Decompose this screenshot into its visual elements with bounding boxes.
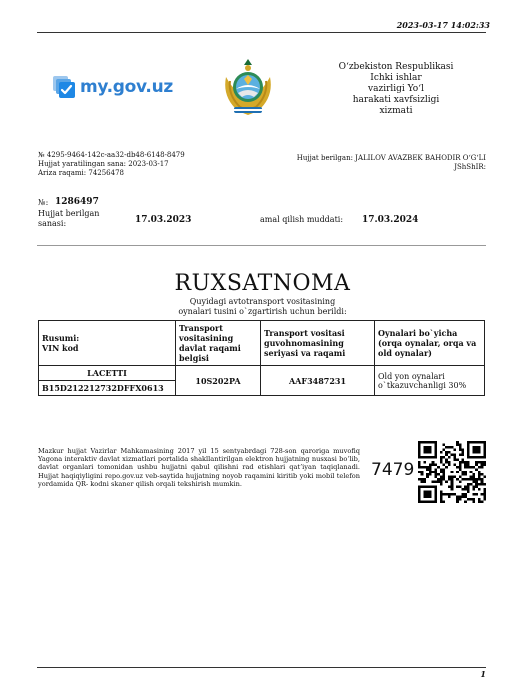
- qr-code-icon: [418, 441, 486, 503]
- section-divider: [37, 245, 486, 246]
- vehicle-certificate: AAF3487231: [261, 366, 375, 396]
- top-divider: [37, 32, 486, 33]
- verification-code: 7479: [371, 460, 415, 480]
- document-subtitle: Quyidagi avtotransport vositasining oynalari tusini o`zgartirish uchun berildi:: [178, 297, 347, 316]
- header-certificate: Transport vositasi guvohnomasining seriyasi va raqami: [261, 321, 375, 366]
- page-number: 1: [480, 669, 486, 679]
- valid-until-label: amal qilish muddati:: [260, 215, 344, 224]
- issue-date: 17.03.2023: [135, 215, 192, 225]
- permit-number: 1286497: [55, 197, 99, 207]
- state-emblem-icon: [216, 55, 280, 119]
- created-date: Hujjat yaratilingan sana: 2023-03-17: [38, 160, 169, 168]
- vehicle-model: LACETTI: [39, 366, 176, 381]
- vehicle-plate: 10S202PA: [176, 366, 261, 396]
- table-row: [39, 366, 485, 381]
- organization-name: O‘zbekiston Respublikasi Ichki ishlar vazirligi Yo‘l harakati xavfsizligi xizmati: [338, 62, 454, 116]
- header-windows: Oynalari bo`yicha (orqa oynalar, orqa va old oynalar): [375, 321, 485, 366]
- window-tint: Old yon oynalari o`tkazuvchanligi 30%: [375, 366, 485, 396]
- table-header-row: [39, 321, 485, 366]
- bottom-divider: [37, 667, 486, 668]
- issue-date-label: Hujjat berilgan sanasi:: [38, 209, 100, 228]
- header-plate: Transport vositasining davlat raqami belgisi: [176, 321, 261, 366]
- permit-number-label: №:: [38, 198, 49, 207]
- document-meta: [38, 151, 185, 178]
- vehicle-table: [38, 320, 485, 396]
- legal-notice: Mazkur hujjat Vazirlar Mahkamasining 2017 yil 15 sentyabrdagi 728-son qaroriga muvofiq Yagona interaktiv davlat xizmatlari portalida shakllantirilgan elektron hujjatning nusxasi bo‘lib, davlat organlari tomonidan ushbu hujjatni qabul qilishni rad etishlari qat’iyan taqiqlanadi. Hujjat haqiqiyligini repo.gov.uz veb-saytida hujjatning noyob raqamini kiritib yoki mobil telefon yordamida QR- kodni skaner qilish orqali tekshirish mumkin.: [38, 447, 360, 488]
- document-check-icon: [52, 75, 76, 99]
- document-title: RUXSATNOMA: [174, 271, 351, 296]
- vehicle-vin: B15D212212732DFFX0613: [39, 381, 176, 396]
- timestamp: 2023-03-17 14:02:33: [396, 20, 490, 30]
- doc-id: № 4295-9464-142c-aa32-db48-6148-8479: [38, 151, 185, 159]
- issued-to: Hujjat berilgan: JALILOV AVAZBEK BAHODIR O‘G‘LI JShShIR:: [296, 154, 486, 171]
- mygov-logo: [52, 75, 173, 99]
- header-model-vin: Rusumi: VIN kod: [39, 321, 176, 366]
- application-number: Ariza raqami: 74256478: [38, 169, 124, 177]
- logo-text: my.gov.uz: [80, 77, 173, 97]
- valid-until: 17.03.2024: [362, 215, 419, 225]
